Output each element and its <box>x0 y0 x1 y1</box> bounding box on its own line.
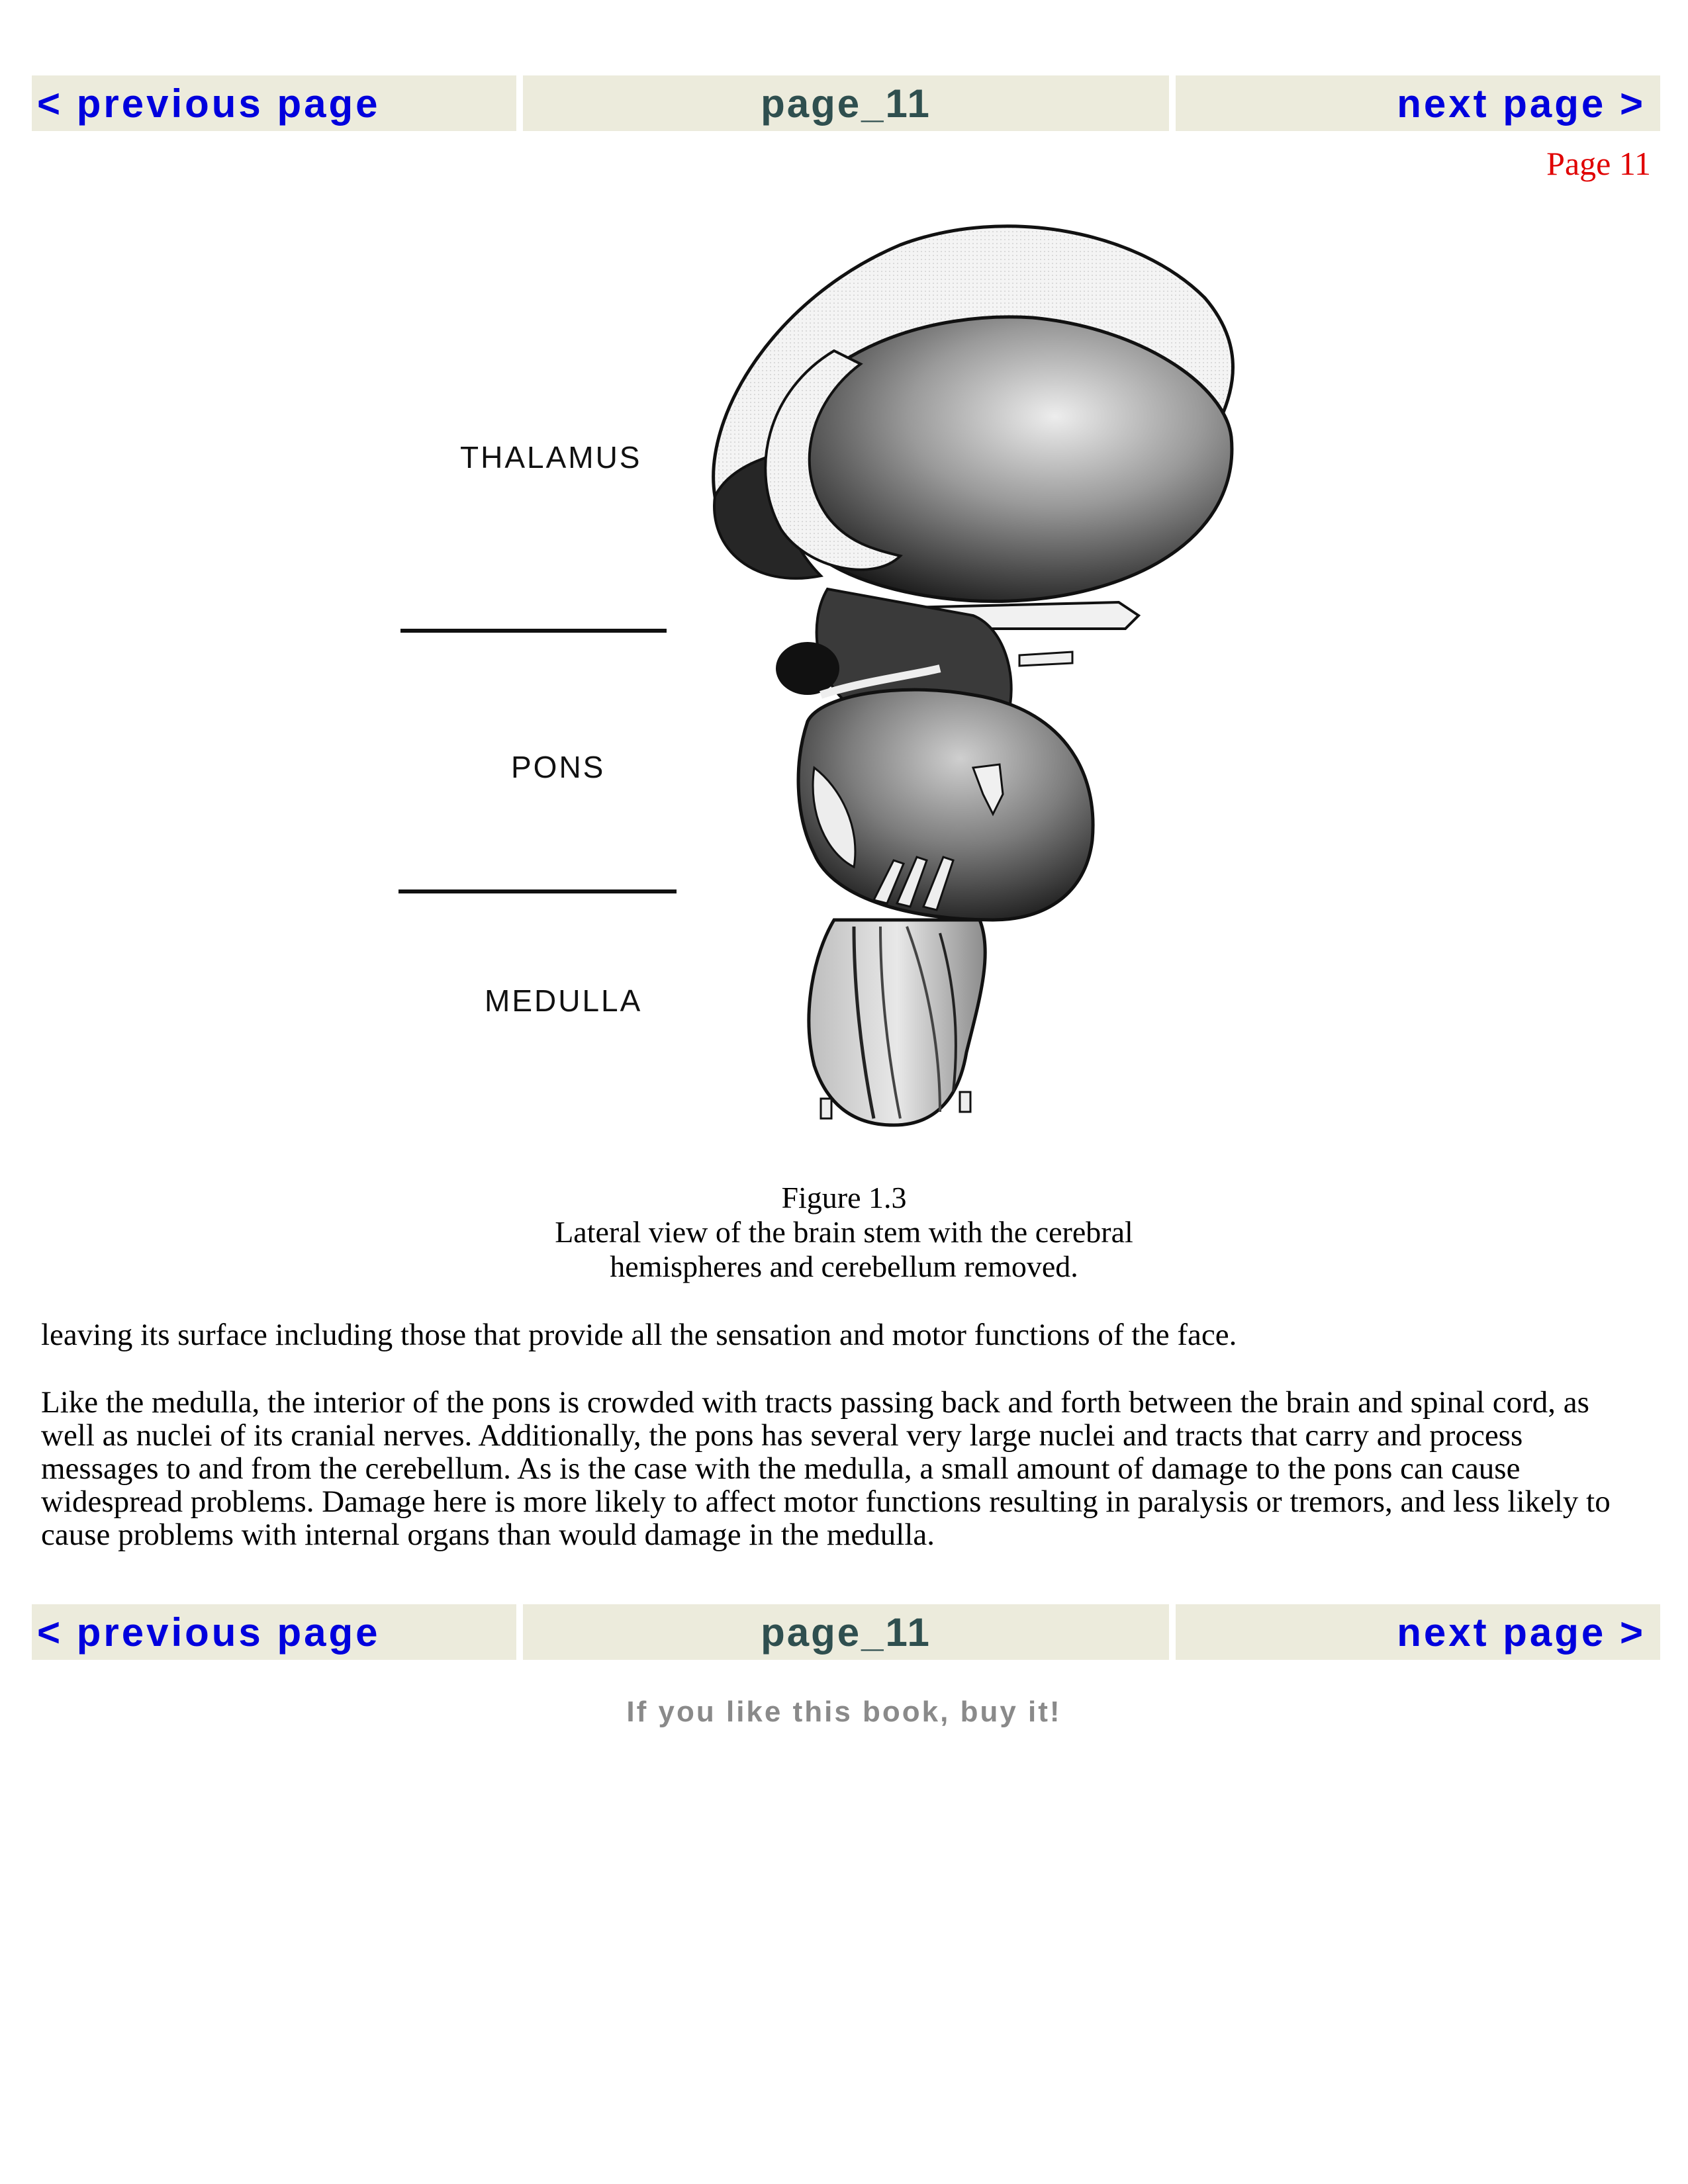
paragraph-2: Like the medulla, the interior of the pons is crowded with tracts passing back and forth between the brain and spinal cord, as well as nuclei of its cranial nerves. Additionally, the pons has several very large nuclei and tracts that carry and process messages to and from the cerebellum. As is the case with the medulla, a small amount of damage to the pons can cause widespread problems. Damage here is more likely to affect motor functions resulting in paralysis or tremors, and less likely to cause problems with internal organs than would damage in the medulla. <box>41 1385 1611 1552</box>
figure-caption <box>0 1181 1688 1284</box>
previous-page-link[interactable]: < previous page <box>37 1610 381 1655</box>
page-number: Page 11 <box>1546 145 1651 182</box>
next-page-link[interactable]: next page > <box>1397 81 1646 126</box>
caption-line-1: Lateral view of the brain stem with the cerebral <box>555 1215 1133 1249</box>
previous-page-link[interactable]: < previous page <box>37 81 381 126</box>
prev-page-cell <box>32 75 516 131</box>
caption-line-2: hemispheres and cerebellum removed. <box>610 1250 1078 1283</box>
page-title: page_11 <box>523 1604 1169 1660</box>
pons-medulla-divider <box>399 889 677 893</box>
thalamus-pons-divider <box>400 629 667 633</box>
pons-label: PONS <box>511 750 606 784</box>
next-page-cell <box>1176 1604 1660 1660</box>
next-page-link[interactable]: next page > <box>1397 1610 1646 1655</box>
brain-stem-figure <box>371 218 1324 1145</box>
prev-page-cell <box>32 1604 516 1660</box>
thalamus-label: THALAMUS <box>460 440 642 475</box>
next-page-cell <box>1176 75 1660 131</box>
paragraph-1: leaving its surface including those that provide all the sensation and motor functions of the face. <box>41 1318 1237 1352</box>
page-title: page_11 <box>523 75 1169 131</box>
top-navigation <box>32 75 1660 131</box>
buy-book-text: If you like this book, buy it! <box>626 1696 1062 1728</box>
medulla-label: MEDULLA <box>485 983 643 1018</box>
brain-stem-illustration <box>662 218 1324 1145</box>
figure-number: Figure 1.3 <box>781 1181 907 1214</box>
bottom-navigation <box>32 1604 1660 1660</box>
